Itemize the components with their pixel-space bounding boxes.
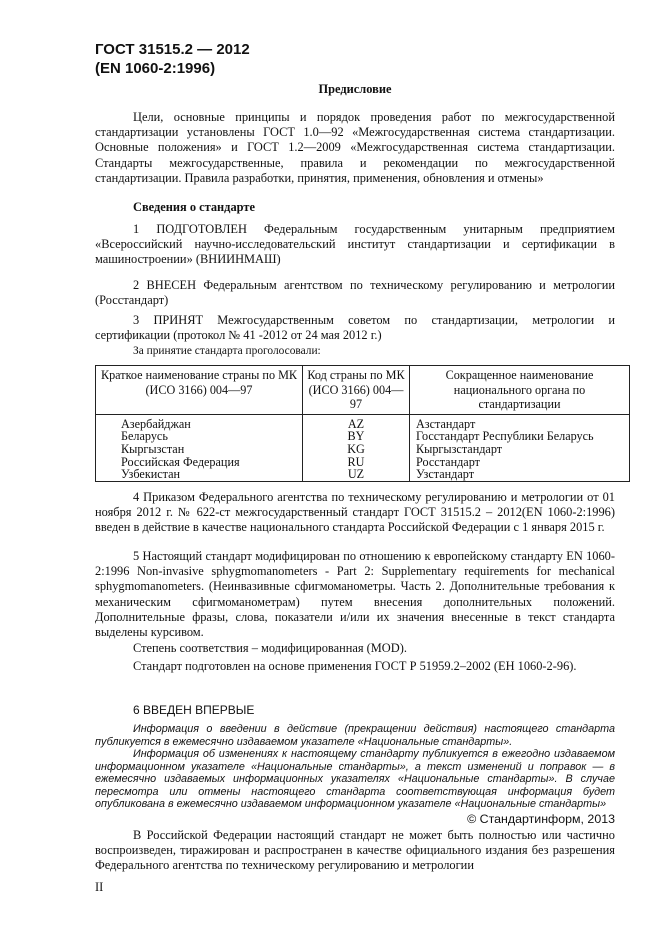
body-cell: Госстандарт Республики Беларусь [410,430,630,443]
country-cell: Азербайджан [96,414,303,430]
code-cell: UZ [303,468,410,481]
code-cell: BY [303,430,410,443]
country-cell: Беларусь [96,430,303,443]
body-cell: Кыргызстандарт [410,443,630,456]
foreword-text: Цели, основные принципы и порядок проведения работ по межгосударственной стандартизации установлены ГОСТ 1.0—92 «Межгосударственная система стандартизации. Основные положения» и ГОСТ 1.2—2009 «Межгосударственная система стандартизации. Стандарты межгосударственные, правила и рекомендации по межгосударственной стандартизации. Правила разработки, принятия, применения, обновления и отмены» [95,110,615,185]
column-header-body: Сокращенное наименование национального органа по стандартизации [410,366,630,415]
document-header [95,40,250,78]
member-states-table [95,365,630,482]
notice-changes: Информация об изменениях к настоящему стандарту публикуется в ежегодно издаваемом информационном указателе «Национальные стандарты», а текст изменений и поправок — в ежемесячно издаваемых информационных указателях «Национальные стандарты». В случае пересмотра или отмены настоящего стандарта соответствующая информация будет опубликована в ежемесячно издаваемом информационном указателе «Национальные стандарты» [95,748,615,811]
column-header-country: Краткое наименование страны по МК (ИСО 3166) 004—97 [96,366,303,415]
body-cell: Азстандарт [410,414,630,430]
body-cell: Росстандарт [410,456,630,469]
basis-statement: Стандарт подготовлен на основе применения ГОСТ Р 51959.2–2002 (ЕН 1060-2-96). [133,659,577,673]
notice-introduction: Информация о введении в действие (прекращении действия) настоящего стандарта публикуется в ежемесячно издаваемом указателе «Национальные стандарты». [95,723,615,748]
info-paragraph-2: 2 ВНЕСЕН Федеральным агентством по техническому регулированию и метрологии (Росстандарт) [95,278,615,308]
vote-caption: За принятие стандарта проголосовали: [133,345,321,357]
reproduction-notice: В Российской Федерации настоящий стандарт не может быть полностью или частично воспроизведен, тиражирован и распространен в качестве официального издания без разрешения Федерального агентства по техническому регулированию и метрологии [95,828,615,873]
country-cell: Кыргызстан [96,443,303,456]
conformity-degree: Степень соответствия – модифицированная (MOD). [133,641,407,655]
code-cell: RU [303,456,410,469]
paragraph-6: 6 ВВЕДЕН ВПЕРВЫЕ [133,703,255,717]
code-cell: KG [303,443,410,456]
info-paragraph-1: 1 ПОДГОТОВЛЕН Федеральным государственным унитарным предприятием «Всероссийский научно-исследовательский институт стандартизации и сертификации в машиностроении» (ВНИИНМАШ) [95,222,615,267]
table-row [96,468,630,481]
paragraph-4: 4 Приказом Федерального агентства по техническому регулированию и метрологии от 01 ноября 2012 г. № 622-ст межгосударственный стандарт ГОСТ 31515.2 – 2012(EN 1060-2:1996) введен в действие в качестве национального стандарта Российской Федерации с 1 января 2015 г. [95,490,615,535]
column-header-code: Код страны по МК (ИСО 3166) 004—97 [303,366,410,415]
standard-number: ГОСТ 31515.2 — 2012 [95,41,250,58]
body-cell: Узстандарт [410,468,630,481]
foreword-title: Предисловие [318,82,392,96]
code-cell: AZ [303,414,410,430]
standard-equivalent: (EN 1060-2:1996) [95,60,216,77]
info-title: Сведения о стандарте [133,200,255,214]
country-cell: Российская Федерация [96,456,303,469]
country-cell: Узбекистан [96,468,303,481]
table-row [96,443,630,456]
table-row [96,414,630,430]
info-paragraph-3: 3 ПРИНЯТ Межгосударственным советом по стандартизации, метрологии и сертификации (протокол № 41 -2012 от 24 мая 2012 г.) [95,313,615,343]
copyright-line: © Стандартинформ, 2013 [467,812,615,826]
paragraph-5: 5 Настоящий стандарт модифицирован по отношению к европейскому стандарту EN 1060-2:1996 Non-invasive sphygmomanometers - Part 2: Supplementary requirements for mechanical sphygmomanometers. (Неинвазивные сфигмоманометры. Часть 2. Дополнительные требования к механическим сфигмоманометрам) путем внесения дополнительных положений. Дополнительные фразы, слова, показатели и/или их значения внесенные в текст стандарта выделены курсивом. [95,549,615,640]
page-number: II [95,880,104,894]
